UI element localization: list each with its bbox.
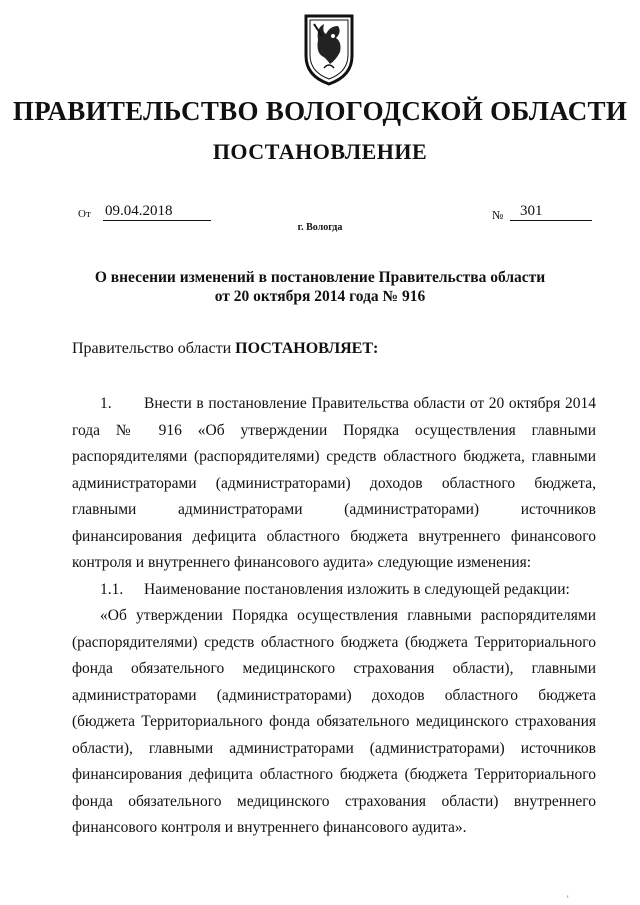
document-date: 09.04.2018 xyxy=(103,203,211,221)
document-subject xyxy=(0,268,640,306)
document-number: 301 xyxy=(510,203,592,221)
city-name: г. Вологда xyxy=(297,222,343,233)
subject-line-2: от 20 октября 2014 года № 916 xyxy=(214,288,426,305)
item-1-number: 1. xyxy=(100,395,112,412)
coat-of-arms-icon xyxy=(302,12,356,86)
resolve-keyword: ПОСТАНОВЛЯЕТ: xyxy=(235,340,379,357)
item-1-1-text: Наименование постановления изложить в следующей редакции: xyxy=(144,581,570,598)
subject-line-1: О внесении изменений в постановление Правительства области xyxy=(94,269,546,286)
item-1-1-number: 1.1. xyxy=(100,581,124,598)
item-1-1 xyxy=(72,577,596,604)
new-title-text: «Об утверждении Порядка осуществления главными распорядителями (распорядителями) средств областного бюджета (бюджета Территориального фонда обязательного медицинского страхования области), главными администраторами (администраторами) доходов областного бюджета (бюджета Территориального фонда обязательного медицинского страхования области), главными администраторами (администраторами) источников финансирования дефицита областного бюджета (бюджета Территориального фонда обязательного медицинского страхования области) внутреннего финансового контроля и внутреннего финансового аудита». xyxy=(72,607,596,836)
document-type: ПОСТАНОВЛЕНИЕ xyxy=(212,139,428,164)
government-title: ПРАВИТЕЛЬСТВО ВОЛОГОДСКОЙ ОБЛАСТИ xyxy=(12,96,628,126)
date-label: От xyxy=(78,208,91,220)
resolve-prefix: Правительство области xyxy=(72,340,232,357)
page-mark: ' xyxy=(567,894,569,904)
new-title-paragraph xyxy=(72,603,596,842)
item-1 xyxy=(72,391,596,577)
item-1-text: Внести в постановление Правительства области от 20 октября 2014 года № 916 «Об утверждении Порядка осуществления главными распорядителями (распорядителями) средств областного бюджета, главными администраторами (администраторами) доходов областного бюджета, главными администраторами (администраторами) источников финансирования дефицита областного бюджета внутреннего финансового контроля и внутреннего финансового аудита» следующие изменения: xyxy=(72,395,596,571)
resolve-clause xyxy=(72,340,378,358)
number-label: № xyxy=(492,208,504,222)
